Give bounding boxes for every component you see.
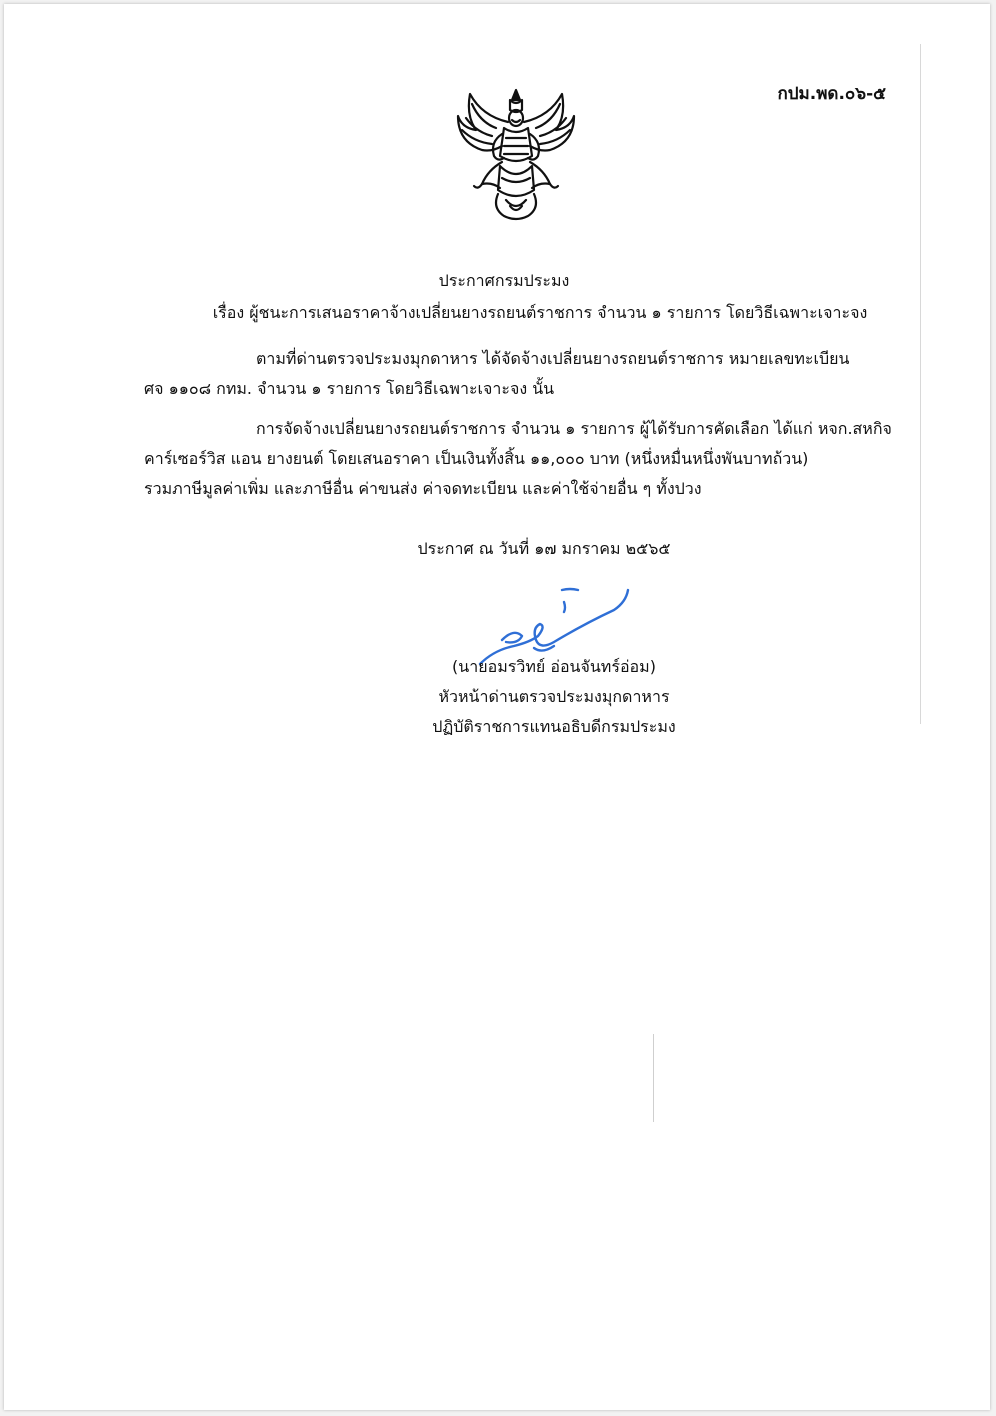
- scan-artifact-line: [653, 1034, 654, 1122]
- signatory-acting-position: ปฏิบัติราชการแทนอธิบดีกรมประมง: [432, 717, 676, 736]
- signatory-name: (นายอมรวิทย์ อ่อนจันทร์อ่อม): [452, 657, 656, 676]
- paragraph1-line1: ตามที่ด่านตรวจประมงมุกดาหาร ได้จัดจ้างเปลี่ยนยางรถยนต์ราชการ หมายเลขทะเบียน: [256, 349, 850, 368]
- paragraph2-line2: คาร์เซอร์วิส แอน ยางยนต์ โดยเสนอราคา เป็นเงินทั้งสิ้น ๑๑,๐๐๐ บาท (หนึ่งหมื่นหนึ่งพันบาทถ้วน): [144, 449, 809, 468]
- paragraph2-line3: รวมภาษีมูลค่าเพิ่ม และภาษีอื่น ค่าขนส่ง ค่าจดทะเบียน และค่าใช้จ่ายอื่น ๆ ทั้งปวง: [144, 479, 702, 498]
- scan-edge-line: [920, 44, 921, 724]
- paragraph1-line2: ศจ ๑๑๐๘ กทม. จำนวน ๑ รายการ โดยวิธีเฉพาะเจาะจง นั้น: [144, 379, 555, 398]
- announcement-title: ประกาศกรมประมง: [438, 271, 570, 290]
- form-code: กปม.พด.๐๖-๕: [777, 84, 886, 104]
- paragraph2-line1: การจัดจ้างเปลี่ยนยางรถยนต์ราชการ จำนวน ๑ รายการ ผู้ได้รับการคัดเลือก ได้แก่ หจก.สหกิจ: [256, 419, 892, 438]
- announcement-subject: เรื่อง ผู้ชนะการเสนอราคาจ้างเปลี่ยนยางรถยนต์ราชการ จำนวน ๑ รายการ โดยวิธีเฉพาะเจาะจง: [212, 303, 868, 322]
- announcement-date: ประกาศ ณ วันที่ ๑๗ มกราคม ๒๕๖๕: [417, 539, 671, 558]
- garuda-emblem-icon: [452, 86, 580, 222]
- document-page: [4, 4, 990, 1410]
- signatory-position: หัวหน้าด่านตรวจประมงมุกดาหาร: [438, 687, 670, 706]
